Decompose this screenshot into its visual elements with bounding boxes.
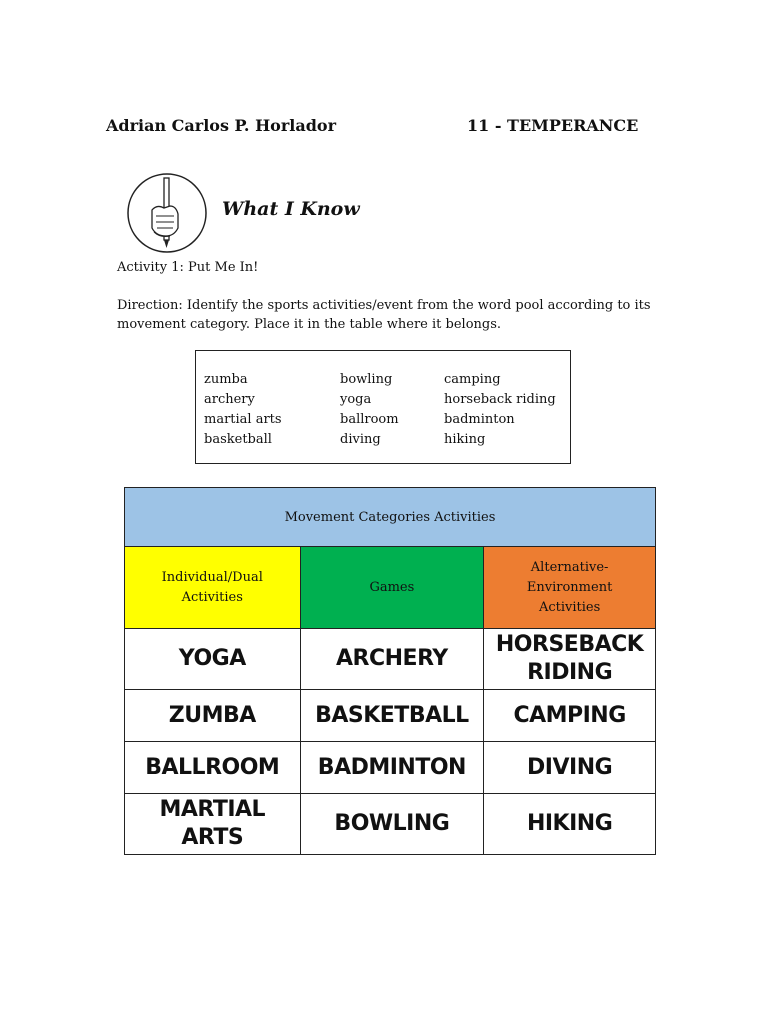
table-cell: HIKING [484,794,656,855]
movement-categories-table [124,487,656,855]
section-heading: What I Know [222,198,360,220]
table-cell: BADMINTON [300,742,484,794]
table-cell: YOGA [125,629,301,690]
direction-text: Direction: Identify the sports activities/event from the word pool according to its movement category. Place it in the table where it belongs. [117,298,651,332]
word-pool-column [204,370,282,450]
table-title: Movement Categories Activities [125,488,656,547]
table-cell: CAMPING [484,690,656,742]
category-alternative-environment: Alternative-Environment Activities [484,547,656,629]
student-name: Adrian Carlos P. Horlador [106,116,337,135]
table-cell: BOWLING [300,794,484,855]
word-pool-item: archery [204,392,255,407]
table-cell: MARTIAL ARTS [125,794,301,855]
word-pool-column [340,370,399,450]
word-pool-item: martial arts [204,412,282,427]
word-pool-item: ballroom [340,412,399,427]
category-games: Games [300,547,484,629]
word-pool-item: badminton [444,412,515,427]
word-pool-item: zumba [204,372,248,387]
word-pool-item: camping [444,372,501,387]
word-pool-item: bowling [340,372,393,387]
word-pool-item: hiking [444,432,486,447]
word-pool-item: yoga [340,392,372,407]
table-cell: BASKETBALL [300,690,484,742]
word-pool-item: diving [340,432,381,447]
word-pool-column [444,370,556,450]
section-name: 11 - TEMPERANCE [467,116,639,135]
table-cell: BALLROOM [125,742,301,794]
table-cell: HORSEBACK RIDING [484,629,656,690]
activity-title: Activity 1: Put Me In! [117,260,259,275]
word-pool-box [195,350,571,464]
category-individual-dual: Individual/Dual Activities [125,547,301,629]
hand-pencil-icon [124,170,210,256]
table-cell: ZUMBA [125,690,301,742]
word-pool-item: basketball [204,432,272,447]
table-cell: ARCHERY [300,629,484,690]
table-cell: DIVING [484,742,656,794]
word-pool-item: horseback riding [444,392,556,407]
